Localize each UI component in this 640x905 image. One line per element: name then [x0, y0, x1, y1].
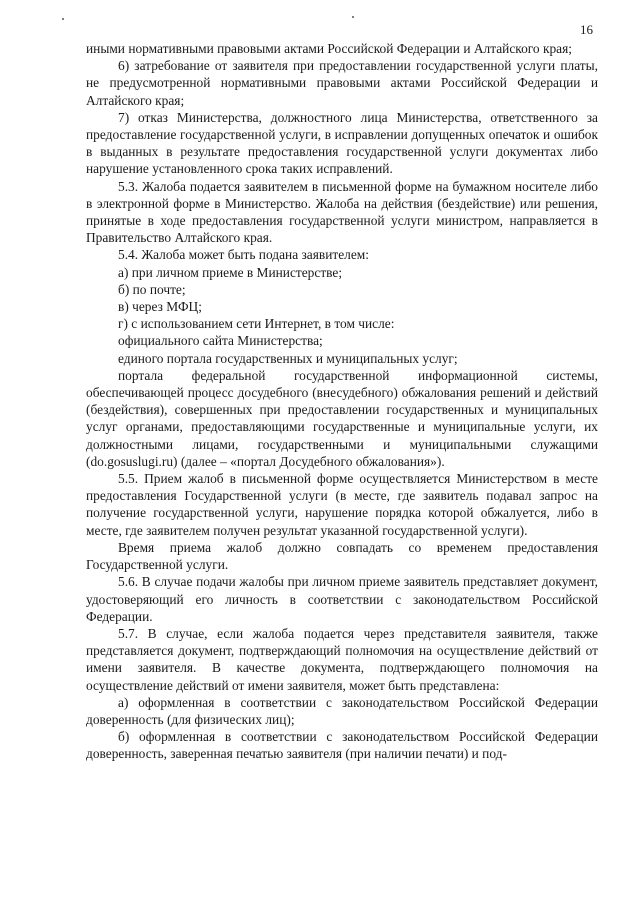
- paragraph: а) оформленная в соответствии с законодательством Российской Федерации доверенность (для физических лиц);: [86, 694, 598, 727]
- paragraph: 5.7. В случае, если жалоба подается через представителя заявителя, также представляется документ, подтверждающий полномочия на осуществление действий от имени заявителя. В качестве документа, подтверждающего полномочия на осуществление действий от имени заявителя, может быть представлена:: [86, 625, 598, 693]
- page-number: 16: [580, 22, 593, 37]
- paragraph: 5.4. Жалоба может быть подана заявителем:: [118, 247, 369, 263]
- paragraph: портала федеральной государственной информационной системы, обеспечивающей процесс досудебного (внесудебного) обжалования решений и действий (бездействия), совершенных при предоставлении государственных и муниципальных услуг органами, предоставляющими государственные и муниципальные услуги, их должностными лицами, государственными и муниципальными служащими (do.gosuslugi.ru) (далее – «портал Досудебного обжалования»).: [86, 367, 598, 469]
- paragraph: 5.5. Прием жалоб в письменной форме осуществляется Министерством в месте предоставления Государственной услуги (в месте, где заявитель подавал запрос на получение государственной услуги, нарушение порядка которой обжалуется, либо в месте, где заявителем получен результат указанной государственной услуги).: [86, 471, 598, 538]
- paragraph: 5.6. В случае подачи жалобы при личном приеме заявитель представляет документ, удостоверяющий его личность в соответствии с законодательством Российской Федерации.: [86, 574, 598, 624]
- paragraph: 5.3. Жалоба подается заявителем в письменной форме на бумажном носителе либо в электронной форме в Министерство. Жалоба на действия (бездействие) или решения, принятые в ходе предоставления государственной услуги министром, направляется в Правительство Алтайского края.: [86, 178, 598, 246]
- paragraph: а) при личном приеме в Министерстве;: [118, 264, 343, 280]
- paragraph: иными нормативными правовыми актами Российской Федерации и Алтайского края;: [86, 41, 573, 56]
- paragraph: б) по почте;: [118, 281, 186, 297]
- paragraph: б) оформленная в соответствии с законодательством Российской Федерации доверенность, заверенная печатью заявителя (при наличии печати) и под-: [86, 729, 598, 762]
- scan-artifact-center: [352, 16, 354, 18]
- paragraph: 7) отказ Министерства, должностного лица Министерства, ответственного за предоставление государственной услуги, в исправлении допущенных опечаток и ошибок в выданных в результате предоставления государственной услуги документах либо нарушение установленного срока таких исправлений.: [86, 109, 598, 177]
- scan-artifact-left: [62, 18, 64, 20]
- paragraph: официального сайта Министерства;: [118, 333, 323, 349]
- paragraph: единого портала государственных и муниципальных услуг;: [118, 350, 458, 366]
- paragraph: г) с использованием сети Интернет, в том числе:: [118, 316, 395, 332]
- paragraph: 6) затребование от заявителя при предоставлении государственной услуги платы, не предусмотренной нормативными правовыми актами Российской Федерации и Алтайского края;: [86, 58, 598, 108]
- paragraph: Время приема жалоб должно совпадать со временем предоставления Государственной услуги.: [86, 539, 598, 573]
- document-body: [86, 40, 598, 763]
- paragraph: в) через МФЦ;: [118, 299, 202, 315]
